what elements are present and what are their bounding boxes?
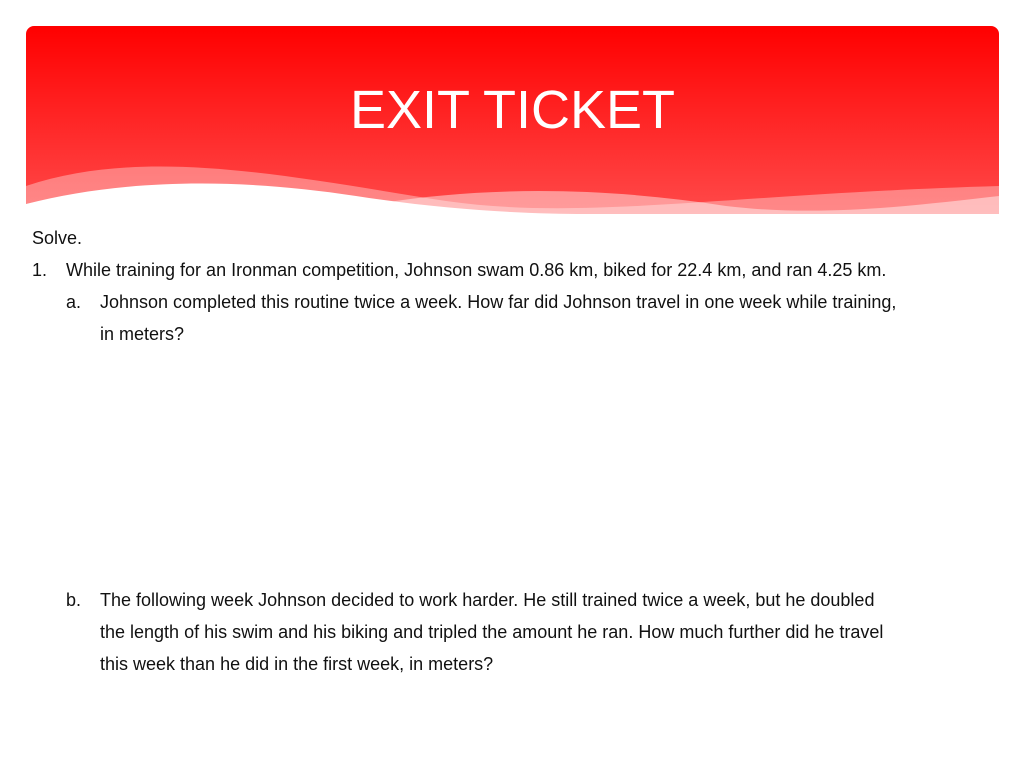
part-b-line-2: the length of his swim and his biking and tripled the amount he ran. How much further did he travel [100,622,884,642]
part-a-label: a. [66,292,82,312]
question-number: 1. [32,260,48,280]
part-b-label: b. [66,590,82,610]
question-text: While training for an Ironman competition, Johnson swam 0.86 km, biked for 22.4 km, and ran 4.25 km. [66,260,887,280]
part-a-line-1: Johnson completed this routine twice a week. How far did Johnson travel in one week while training, [100,292,897,312]
instruction-text: Solve. [32,228,83,248]
title-banner [26,26,999,214]
slide-title: EXIT TICKET [349,80,676,140]
part-b-line-3: this week than he did in the first week, in meters? [100,654,494,674]
part-b-line-1: The following week Johnson decided to work harder. He still trained twice a week, but he doubled [100,590,875,610]
part-a-line-2: in meters? [100,324,185,344]
